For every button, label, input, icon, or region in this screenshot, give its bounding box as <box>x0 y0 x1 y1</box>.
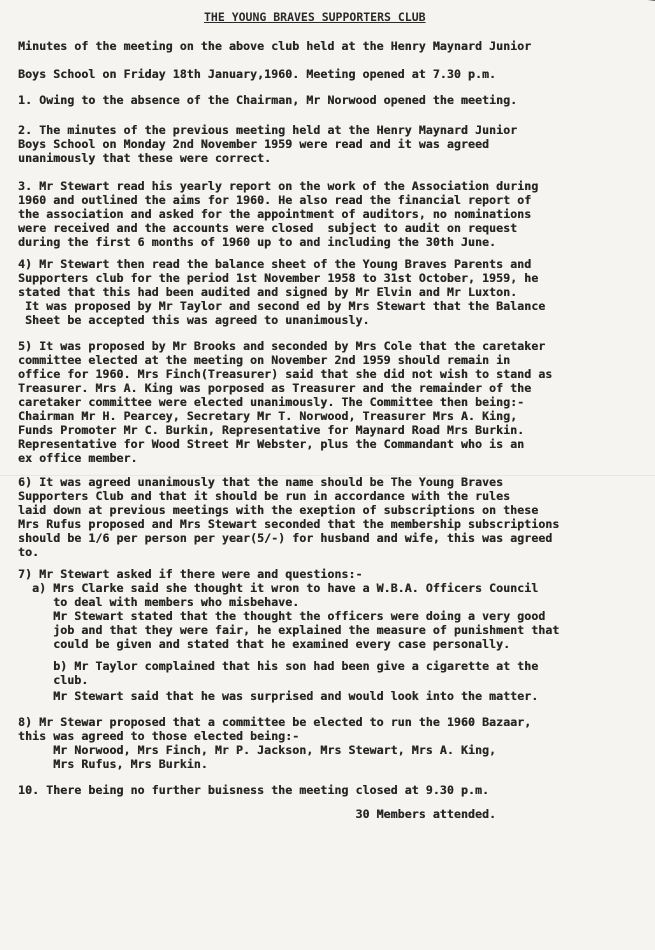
minutes-line: to deal with members who misbehave. <box>18 595 300 609</box>
minutes-line: job and that they were fair, he explained the measure of punishment that <box>18 623 560 637</box>
minutes-line: 8) Mr Stewar proposed that a committee be elected to run the 1960 Bazaar, <box>18 715 532 729</box>
minutes-line: Mrs Rufus proposed and Mrs Stewart seconded that the membership subscriptions <box>18 517 560 531</box>
minutes-line: laid down at previous meetings with the exeption of subscriptions on these <box>18 503 539 517</box>
minutes-line: Mr Stewart stated that the thought the officers were doing a very good <box>18 609 546 623</box>
minutes-line: 1. Owing to the absence of the Chairman, Mr Norwood opened the meeting. <box>18 93 518 107</box>
minutes-line: Boys School on Monday 2nd November 1959 were read and it was agreed <box>18 137 490 151</box>
minutes-line: unanimously that these were correct. <box>18 151 272 165</box>
document-title: THE YOUNG BRAVES SUPPORTERS CLUB <box>204 10 426 24</box>
minutes-line: club. <box>18 673 89 687</box>
minutes-line: stated that this had been audited and signed by Mr Elvin and Mr Luxton. <box>18 285 518 299</box>
minutes-line: Funds Promoter Mr C. Burkin, Representative for Maynard Road Mrs Burkin. <box>18 423 525 437</box>
minutes-line: Treasurer. Mrs A. King was porposed as Treasurer and the remainder of the <box>18 381 532 395</box>
minutes-line: ex office member. <box>18 451 138 465</box>
minutes-line: Supporters Club and that it should be run in accordance with the rules <box>18 489 511 503</box>
minutes-line: 1960 and outlined the aims for 1960. He also read the financial report of <box>18 193 532 207</box>
minutes-line: to. <box>18 545 40 559</box>
minutes-line: Sheet be accepted this was agreed to unanimously. <box>18 313 370 327</box>
minutes-line: caretaker committee were elected unanimously. The Committee then being:- <box>18 395 525 409</box>
minutes-line: b) Mr Taylor complained that his son had been give a cigarette at the <box>18 659 539 673</box>
minutes-line: the association and asked for the appointment of auditors, no nominations <box>18 207 532 221</box>
minutes-line: this was agreed to those elected being:- <box>18 729 300 743</box>
minutes-line: committee elected at the meeting on November 2nd 1959 should remain in <box>18 353 511 367</box>
minutes-line: a) Mrs Clarke said she thought it wron to have a W.B.A. Officers Council <box>18 581 539 595</box>
corner-mark <box>614 0 655 11</box>
minutes-line: 4) Mr Stewart then read the balance sheet of the Young Braves Parents and <box>18 257 532 271</box>
minutes-line: Minutes of the meeting on the above club held at the Henry Maynard Junior <box>18 39 532 53</box>
minutes-line: Mrs Rufus, Mrs Burkin. <box>18 757 208 771</box>
minutes-line: 3. Mr Stewart read his yearly report on the work of the Association during <box>18 179 539 193</box>
minutes-line: 5) It was proposed by Mr Brooks and seconded by Mrs Cole that the caretaker <box>18 339 546 353</box>
minutes-line: 7) Mr Stewart asked if there were and questions:- <box>18 567 363 581</box>
minutes-line: 10. There being no further buisness the meeting closed at 9.30 p.m. <box>18 783 490 797</box>
minutes-line: office for 1960. Mrs Finch(Treasurer) said that she did not wish to stand as <box>18 367 553 381</box>
minutes-line: Boys School on Friday 18th January,1960. Meeting opened at 7.30 p.m. <box>18 67 497 81</box>
minutes-line: Supporters club for the period 1st November 1958 to 31st October, 1959, he <box>18 271 539 285</box>
minutes-line: were received and the accounts were closed subject to audit on request <box>18 221 518 235</box>
minutes-line: It was proposed by Mr Taylor and second ed by Mrs Stewart that the Balance <box>18 299 546 313</box>
minutes-line: Mr Stewart said that he was surprised and would look into the matter. <box>18 689 539 703</box>
minutes-line: 30 Members attended. <box>18 807 497 821</box>
minutes-line: could be given and stated that he examined every case personally. <box>18 637 511 651</box>
minutes-line: during the first 6 months of 1960 up to and including the 30th June. <box>18 235 497 249</box>
minutes-line: Mr Norwood, Mrs Finch, Mr P. Jackson, Mrs Stewart, Mrs A. King, <box>18 743 497 757</box>
minutes-line: 6) It was agreed unanimously that the name should be The Young Braves <box>18 475 504 489</box>
minutes-line: Representative for Wood Street Mr Webster, plus the Commandant who is an <box>18 437 525 451</box>
minutes-line: should be 1/6 per person per year(5/-) for husband and wife, this was agreed <box>18 531 553 545</box>
minutes-line: Chairman Mr H. Pearcey, Secretary Mr T. Norwood, Treasurer Mrs A. King, <box>18 409 518 423</box>
minutes-line: 2. The minutes of the previous meeting held at the Henry Maynard Junior <box>18 123 518 137</box>
